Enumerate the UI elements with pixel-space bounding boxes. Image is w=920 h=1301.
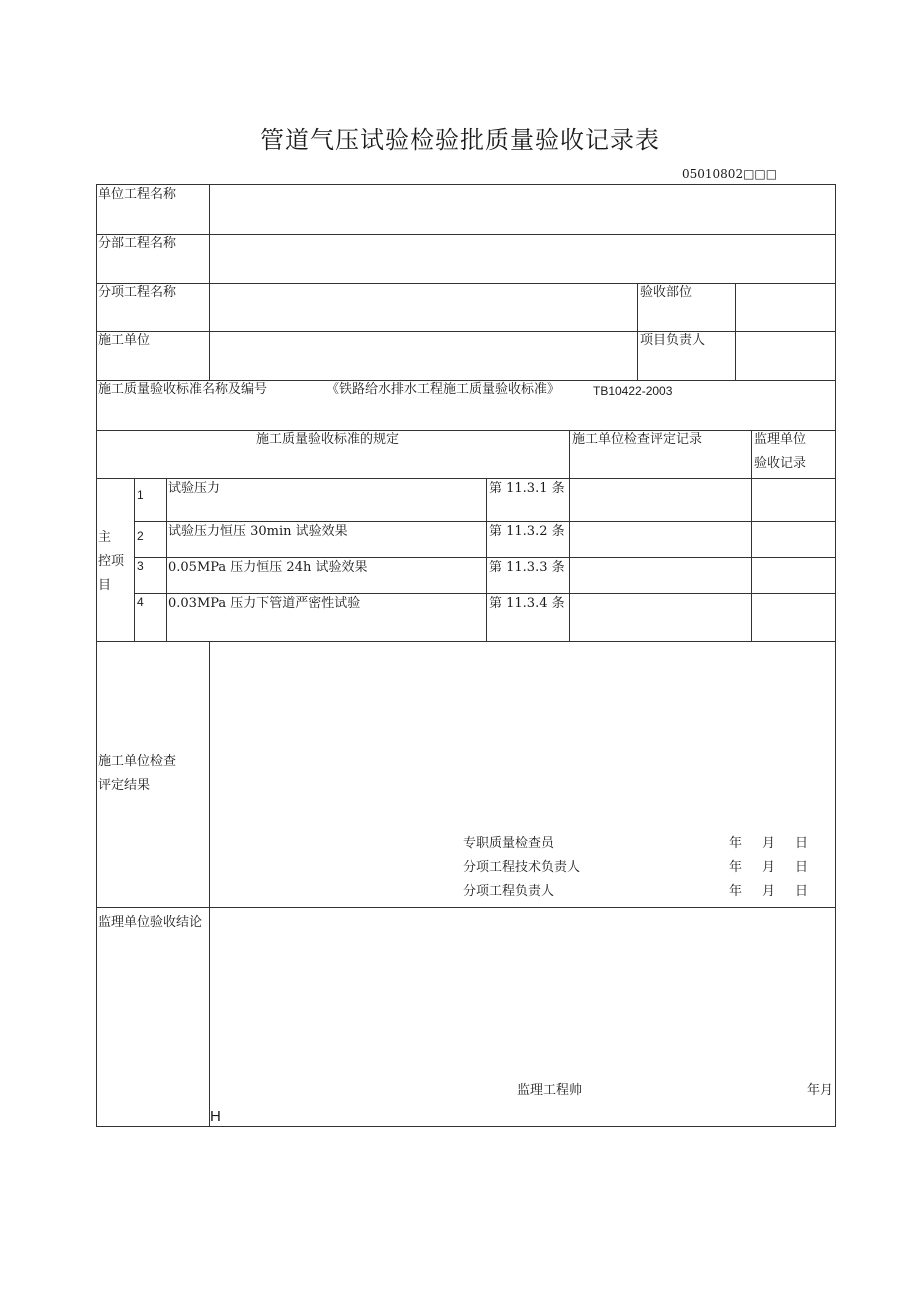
col-divider — [569, 430, 570, 641]
col-divider — [209, 331, 210, 380]
page-title: 管道气压试验检验批质量验收记录表 — [260, 126, 660, 154]
item-number: 3 — [137, 559, 144, 573]
item-clause: 第 11.3.3 条 — [489, 560, 565, 575]
construction-record-column-header: 施工单位检查评定记录 — [572, 432, 703, 447]
acceptance-form-table — [96, 184, 836, 1127]
signer-year: 年 — [729, 884, 743, 899]
row-divider — [96, 907, 836, 908]
signer-year: 年 — [729, 860, 743, 875]
unit-project-label: 单位工程名称 — [98, 187, 177, 202]
main-control-label-line3: 目 — [98, 578, 112, 593]
main-control-label — [98, 526, 124, 598]
row-divider — [96, 380, 836, 381]
supervision-date-label: 年月 — [807, 1083, 834, 1098]
table-border-bottom — [96, 1126, 836, 1127]
col-divider — [166, 478, 167, 641]
row-divider — [134, 521, 836, 522]
sub-project-label: 分部工程名称 — [98, 236, 177, 251]
signer-month: 月 — [762, 884, 776, 899]
main-control-label-line2: 控项 — [98, 554, 125, 569]
construction-unit-label: 施工单位 — [98, 333, 151, 348]
row-divider — [134, 593, 836, 594]
col-divider — [735, 283, 736, 380]
row-divider — [96, 331, 836, 332]
construction-result-label — [98, 750, 176, 798]
item-description: 0.05MPa 压力恒压 24h 试验效果 — [168, 560, 368, 575]
item-clause: 第 11.3.2 条 — [489, 524, 565, 539]
signer-month: 月 — [762, 836, 776, 851]
col-divider — [209, 184, 210, 331]
signer-month: 月 — [762, 860, 776, 875]
col-divider — [209, 641, 210, 1127]
trailing-character: H — [210, 1108, 221, 1125]
acceptance-part-label: 验收部位 — [640, 285, 693, 300]
row-divider — [96, 641, 836, 642]
signer-day: 日 — [795, 860, 809, 875]
row-divider — [96, 430, 836, 431]
signer-day: 日 — [795, 836, 809, 851]
row-divider — [96, 283, 836, 284]
item-clause: 第 11.3.4 条 — [489, 596, 565, 611]
row-divider — [96, 234, 836, 235]
project-manager-label: 项目负责人 — [640, 333, 706, 348]
item-number: 1 — [137, 488, 144, 502]
signer-role: 分项工程技术负责人 — [463, 860, 581, 875]
item-number: 2 — [137, 529, 144, 543]
item-project-label: 分项工程名称 — [98, 285, 177, 300]
item-description: 0.03MPa 压力下管道严密性试验 — [168, 596, 361, 611]
table-border-top — [96, 184, 836, 185]
table-border-right — [835, 184, 836, 1127]
supervision-record-column-header — [754, 428, 806, 476]
signer-role: 分项工程负责人 — [463, 884, 555, 899]
supervision-conclusion-label: 监理单位验收结论 — [98, 915, 203, 930]
col-divider — [486, 478, 487, 641]
supervision-engineer-label: 监理工程帅 — [517, 1083, 583, 1098]
col-divider — [134, 478, 135, 641]
construction-result-label-line1: 施工单位检查 — [98, 754, 177, 769]
col-divider — [637, 283, 638, 380]
item-description: 试验压力恒压 30min 试验效果 — [168, 524, 348, 539]
col-divider — [751, 430, 752, 641]
construction-result-label-line2: 评定结果 — [98, 778, 151, 793]
row-divider — [134, 557, 836, 558]
signer-role: 专职质量检查员 — [463, 836, 555, 851]
main-control-label-line1: 主 — [98, 530, 112, 545]
standard-name: 《铁路给水排水工程施工质量验收标准》 — [326, 382, 561, 397]
standard-code: TB10422-2003 — [593, 384, 673, 398]
item-number: 4 — [137, 595, 144, 609]
standard-label: 施工质量验收标准名称及编号 — [98, 382, 268, 397]
form-code: 05010802□□□ — [682, 167, 778, 181]
spec-column-header: 施工质量验收标准的规定 — [256, 432, 400, 447]
item-description: 试验压力 — [168, 481, 221, 496]
supervision-record-header-line2: 验收记录 — [754, 456, 807, 471]
table-border-left — [96, 184, 97, 1127]
supervision-record-header-line1: 监理单位 — [754, 432, 807, 447]
item-clause: 第 11.3.1 条 — [489, 481, 565, 496]
row-divider — [96, 478, 836, 479]
signer-day: 日 — [795, 884, 809, 899]
signer-year: 年 — [729, 836, 743, 851]
